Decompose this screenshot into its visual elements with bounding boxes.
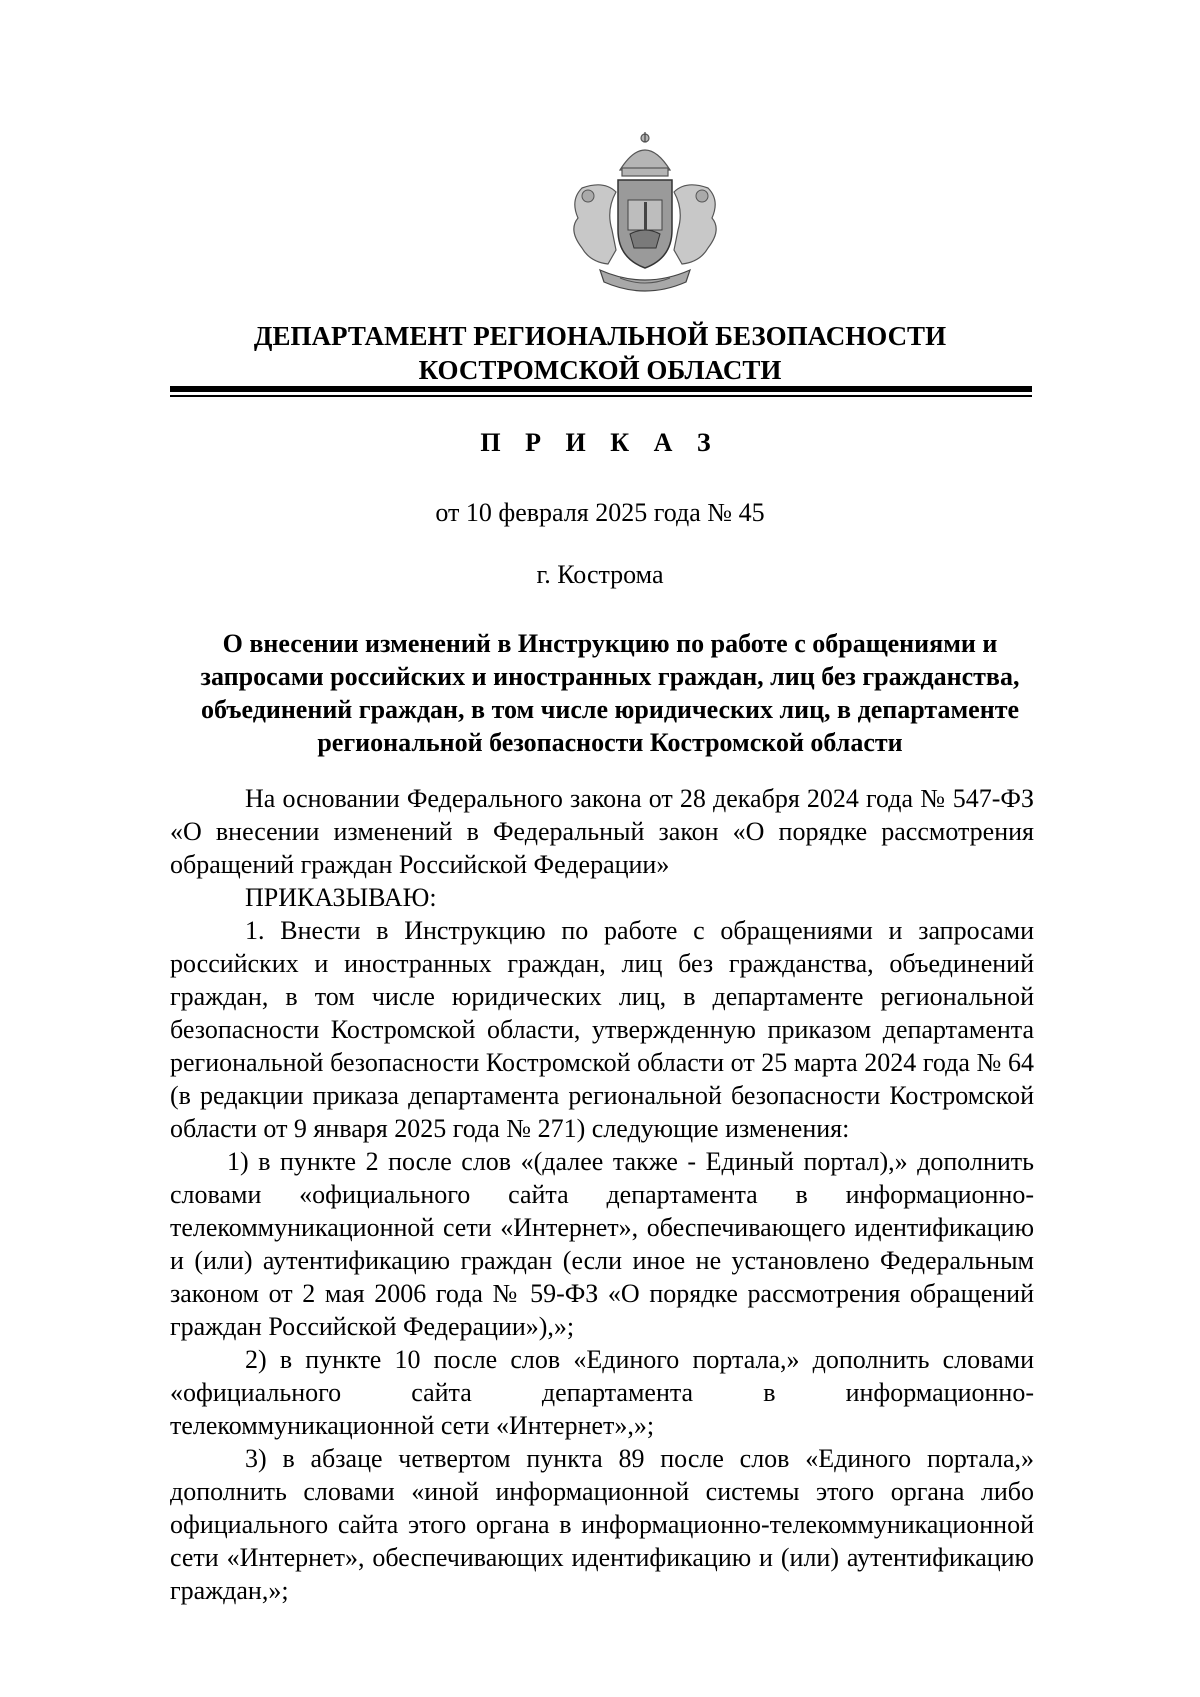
document-body xyxy=(170,782,1034,1607)
department-line-1: ДЕПАРТАМЕНТ РЕГИОНАЛЬНОЙ БЕЗОПАСНОСТИ xyxy=(253,321,947,351)
preamble-paragraph: На основании Федерального закона от 28 декабря 2024 года № 547-ФЗ «О внесении изменений в Федеральный закон «О порядке рассмотрения обращений граждан Российской Федерации» xyxy=(170,784,1034,879)
document-city: г. Кострома xyxy=(536,560,664,589)
header-rule-thick xyxy=(170,386,1032,392)
department-line-2: КОСТРОМСКОЙ ОБЛАСТИ xyxy=(418,355,782,385)
coat-of-arms-icon xyxy=(560,130,730,302)
point-1-paragraph: 1. Внести в Инструкцию по работе с обращениями и запросами российских и иностранных граждан, лиц без гражданства, объединений граждан, в том числе юридических лиц, в департаменте региональной безопасности Костромской области, утвержденную приказом департамента региональной безопасности Костромской области от 25 марта 2024 года № 64 (в редакции приказа департамента региональной безопасности Костромской области от 9 января 2025 года № 271) следующие изменения: xyxy=(170,916,1034,1143)
document-date-number: от 10 февраля 2025 года № 45 xyxy=(435,498,765,527)
document-type: П Р И К А З xyxy=(480,428,720,457)
order-word: ПРИКАЗЫВАЮ: xyxy=(245,883,437,912)
document-subject: О внесении изменений в Инструкцию по работе с обращениями и запросами российских и иностранных граждан, лиц без гражданства, объединений граждан, в том числе юридических лиц, в департаменте региональной безопасности Костромской области xyxy=(200,629,1020,757)
subpoint-3-paragraph: 3) в абзаце четвертом пункта 89 после слов «Единого портала,» дополнить словами «иной информационной системы этого органа либо официального сайта этого органа в информационно-телекоммуникационной сети «Интернет», обеспечивающих идентификацию и (или) аутентификацию граждан,»; xyxy=(170,1444,1034,1605)
subpoint-1-paragraph: 1) в пункте 2 после слов «(далее также - Единый портал),» дополнить словами «официального сайта департамента в информационно-телекоммуникационной сети «Интернет», обеспечивающего идентификацию и (или) аутентификацию граждан (если иное не установлено Федеральным законом от 2 мая 2006 года № 59-ФЗ «О порядке рассмотрения обращений граждан Российской Федерации»),»; xyxy=(170,1147,1034,1341)
department-name xyxy=(150,319,1050,387)
header-rule-thin xyxy=(170,395,1032,397)
subpoint-2-paragraph: 2) в пункте 10 после слов «Единого портала,» дополнить словами «официального сайта департамента в информационно-телекоммуникационной сети «Интернет»,»; xyxy=(170,1345,1034,1440)
